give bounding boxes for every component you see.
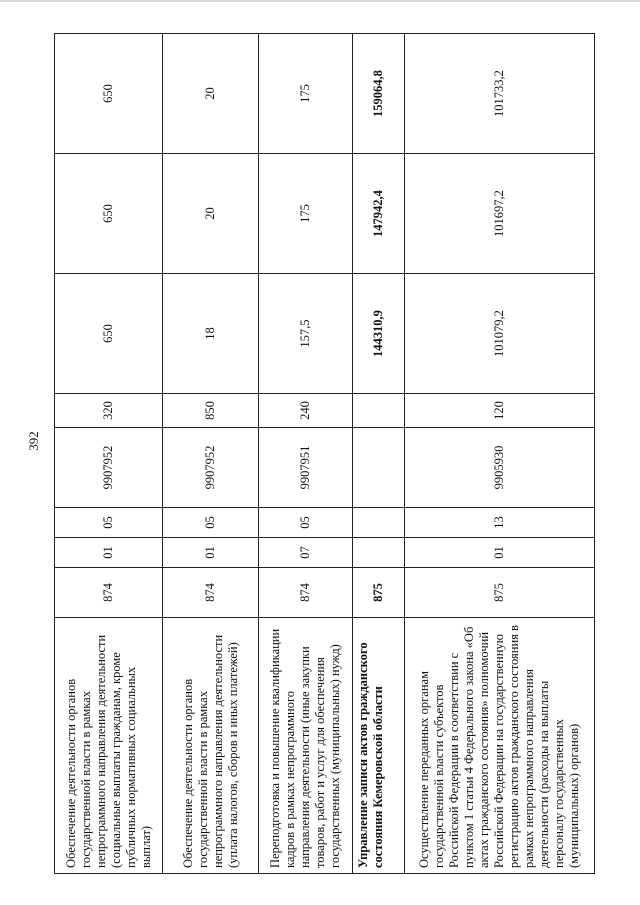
cell-section (353, 538, 405, 568)
cell-ministry: 874 (55, 568, 163, 618)
cell-subsection: 05 (259, 508, 353, 538)
cell-amount-2014: 144310,9 (353, 274, 405, 394)
scan-edge (0, 0, 640, 2)
cell-subsection: 05 (55, 508, 163, 538)
cell-subsection: 13 (405, 508, 595, 538)
cell-target-article (353, 428, 405, 508)
cell-amount-2015: 147942,4 (353, 154, 405, 274)
cell-section: 01 (55, 538, 163, 568)
cell-amount-2014: 650 (55, 274, 163, 394)
table-row (163, 34, 259, 874)
cell-name: Обеспечение деятельности органов государственной власти в рамках непрограммного направления деятельности (уплата налогов, сборов и иных платежей) (163, 618, 259, 874)
cell-ministry: 874 (163, 568, 259, 618)
cell-section: 07 (259, 538, 353, 568)
cell-ministry: 875 (405, 568, 595, 618)
cell-amount-2016: 159064,8 (353, 34, 405, 154)
cell-expense-type: 240 (259, 394, 353, 428)
budget-table-rotated (54, 34, 594, 874)
cell-amount-2015: 650 (55, 154, 163, 274)
cell-amount-2016: 175 (259, 34, 353, 154)
cell-section: 01 (405, 538, 595, 568)
cell-subsection (353, 508, 405, 538)
cell-name: Управление записи актов гражданского состояния Кемеровской области (353, 618, 405, 874)
cell-amount-2016: 650 (55, 34, 163, 154)
cell-amount-2014: 18 (163, 274, 259, 394)
cell-amount-2016: 20 (163, 34, 259, 154)
table-row (405, 34, 595, 874)
cell-name: Переподготовка и повышение квалификации кадров в рамках непрограммного направления деятельности (иные закупки товаров, работ и услуг для обеспечения государственных (муниципальных) нужд) (259, 618, 353, 874)
cell-ministry: 874 (259, 568, 353, 618)
cell-expense-type: 120 (405, 394, 595, 428)
cell-ministry: 875 (353, 568, 405, 618)
cell-amount-2014: 157,5 (259, 274, 353, 394)
table-row (259, 34, 353, 874)
cell-section: 01 (163, 538, 259, 568)
cell-expense-type: 850 (163, 394, 259, 428)
cell-target-article: 9905930 (405, 428, 595, 508)
cell-amount-2014: 101079,2 (405, 274, 595, 394)
cell-amount-2015: 20 (163, 154, 259, 274)
cell-expense-type (353, 394, 405, 428)
table-row (55, 34, 163, 874)
table-row-department (353, 34, 405, 874)
cell-amount-2016: 101733,2 (405, 34, 595, 154)
cell-amount-2015: 175 (259, 154, 353, 274)
cell-target-article: 9907952 (163, 428, 259, 508)
cell-subsection: 05 (163, 508, 259, 538)
budget-table (54, 33, 595, 874)
cell-name: Осуществление переданных органам государственной власти субъектов Российской Федерации в соответствии с пунктом 1 статьи 4 Федерального закона «Об актах гражданского состояния» полномочий Российской Федерации на государственную регистрацию актов гражданского состояния в рамках непрограммного направления деятельности (расходы на выплаты персоналу государственных (муниципальных) органов) (405, 618, 595, 874)
table-body (55, 34, 595, 874)
cell-name: Обеспечение деятельности органов государственной власти в рамках непрограммного направления деятельности (социальные выплаты гражданам, кроме публичных нормативных социальных выплат) (55, 618, 163, 874)
page-number: 392 (26, 431, 41, 451)
cell-target-article: 9907952 (55, 428, 163, 508)
cell-amount-2015: 101697,2 (405, 154, 595, 274)
cell-target-article: 9907951 (259, 428, 353, 508)
cell-expense-type: 320 (55, 394, 163, 428)
